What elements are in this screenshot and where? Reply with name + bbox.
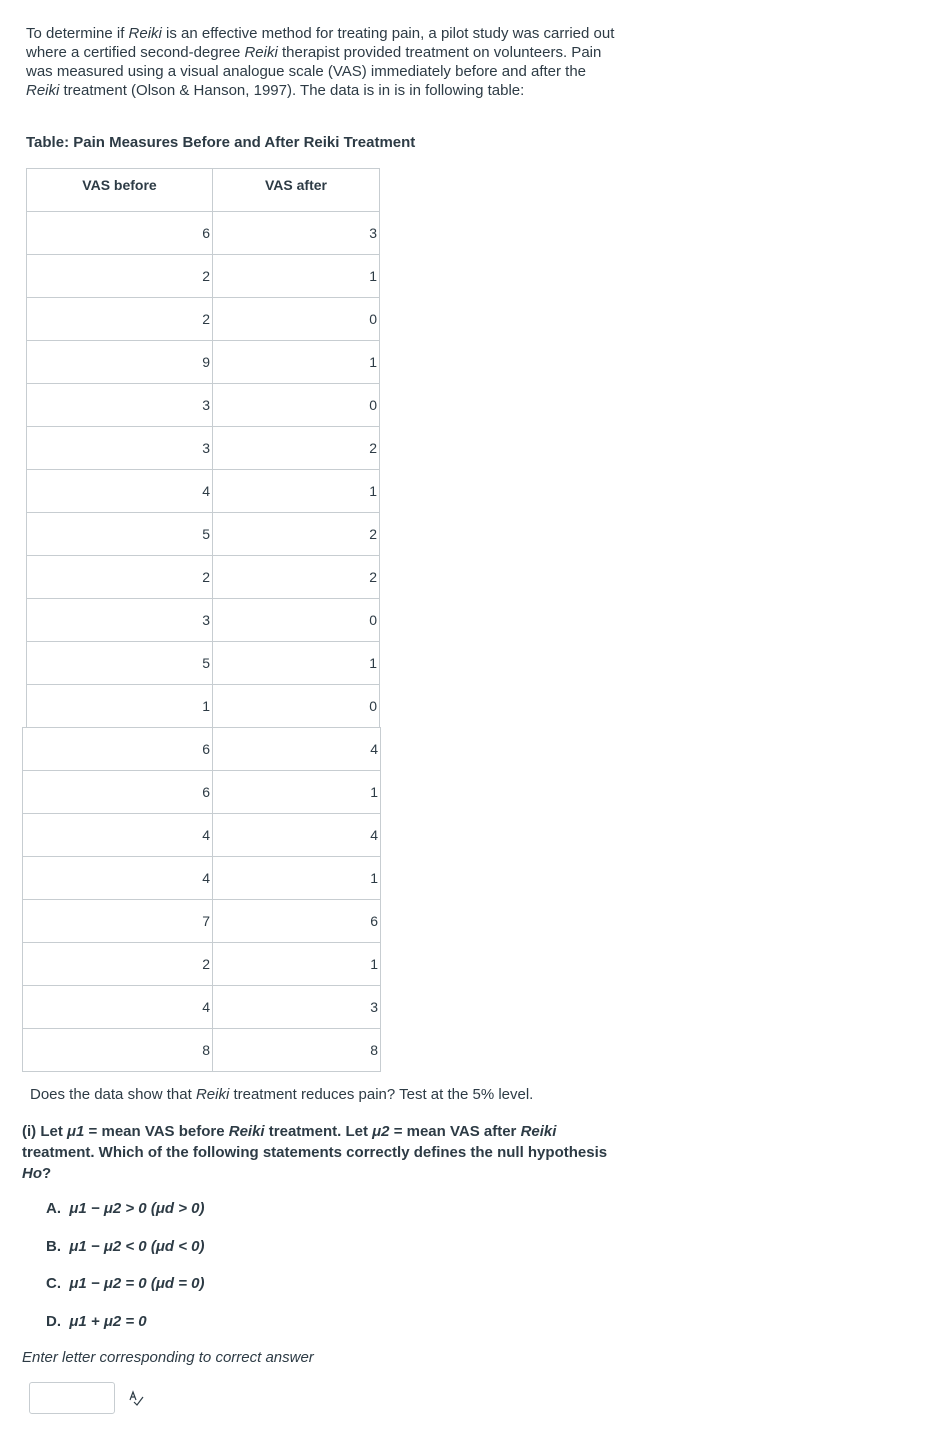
answer-options: [46, 1198, 204, 1348]
vas-before-cell: 3: [27, 384, 213, 427]
vas-before-cell: 7: [23, 900, 213, 943]
vas-before-cell: 2: [27, 556, 213, 599]
vas-after-cell: 3: [213, 986, 381, 1029]
vas-after-cell: 1: [213, 943, 381, 986]
answer-instruction: Enter letter corresponding to correct answer: [22, 1349, 314, 1366]
option-c: C. μ1 − μ2 = 0 (μd = 0): [46, 1275, 205, 1292]
vas-before-cell: 6: [27, 212, 213, 255]
vas-table-part-1: [26, 168, 380, 728]
vas-after-cell: 1: [213, 857, 381, 900]
spellcheck-icon[interactable]: [127, 1389, 145, 1407]
table-row: [23, 728, 381, 771]
vas-before-cell: 1: [27, 685, 213, 728]
vas-after-cell: 4: [213, 728, 381, 771]
vas-after-cell: 1: [213, 642, 380, 685]
vas-after-cell: 1: [213, 341, 380, 384]
vas-after-cell: 2: [213, 427, 380, 470]
vas-after-cell: 2: [213, 556, 380, 599]
table-row: [27, 212, 380, 255]
vas-before-cell: 4: [27, 470, 213, 513]
table-row: [27, 427, 380, 470]
vas-before-cell: 8: [23, 1029, 213, 1072]
vas-after-cell: 0: [213, 685, 380, 728]
vas-before-cell: 4: [23, 857, 213, 900]
table-row: [27, 556, 380, 599]
table-row: [27, 685, 380, 728]
question-text: Does the data show that Reiki treatment reduces pain? Test at the 5% level.: [30, 1086, 534, 1103]
vas-before-cell: 6: [23, 771, 213, 814]
vas-after-cell: 2: [213, 513, 380, 556]
vas-before-cell: 4: [23, 814, 213, 857]
table-row: [27, 599, 380, 642]
table-row: [27, 513, 380, 556]
option-b: B. μ1 − μ2 < 0 (μd < 0): [46, 1237, 205, 1255]
table-row: [23, 943, 381, 986]
answer-input[interactable]: [29, 1382, 115, 1414]
vas-after-cell: 1: [213, 470, 380, 513]
option-a: A. μ1 − μ2 > 0 (μd > 0): [46, 1200, 205, 1217]
vas-before-cell: 9: [27, 341, 213, 384]
table-row: [23, 814, 381, 857]
vas-before-cell: 3: [27, 599, 213, 642]
header-vas-after: VAS after: [213, 169, 380, 212]
vas-after-cell: 6: [213, 900, 381, 943]
vas-after-cell: 0: [213, 298, 380, 341]
vas-after-cell: 0: [213, 599, 380, 642]
vas-table-part-2: [22, 727, 381, 1072]
header-vas-before: VAS before: [27, 169, 213, 212]
table-row: [23, 771, 381, 814]
vas-after-cell: 1: [213, 255, 380, 298]
vas-after-cell: 4: [213, 814, 381, 857]
vas-before-cell: 5: [27, 513, 213, 556]
table-row: [23, 986, 381, 1029]
vas-after-cell: 1: [213, 771, 381, 814]
table-row: [23, 900, 381, 943]
vas-before-cell: 2: [27, 255, 213, 298]
vas-after-cell: 3: [213, 212, 380, 255]
table-row: [23, 1029, 381, 1072]
vas-before-cell: 5: [27, 642, 213, 685]
table-row: [27, 341, 380, 384]
vas-after-cell: 0: [213, 384, 380, 427]
table-title: Table: Pain Measures Before and After Reiki Treatment: [26, 134, 416, 151]
vas-after-cell: 8: [213, 1029, 381, 1072]
table-row: [23, 857, 381, 900]
intro-paragraph: To determine if Reiki is an effective method for treating pain, a pilot study was carried out where a certified second-degree Reiki therapist provided treatment on volunteers. Pain was measured using a visual analogue scale (VAS) immediately before and after the Reiki treatment (Olson & Hanson, 1997). The data is in is in following table:: [26, 25, 615, 99]
part-i-question: (i) Let μ1 = mean VAS before Reiki treatment. Let μ2 = mean VAS after Reiki treatment. Which of the following statements correctly defines the null hypothesis Ho?: [22, 1123, 608, 1182]
option-d: D. μ1 + μ2 = 0: [46, 1312, 147, 1330]
vas-before-cell: 6: [23, 728, 213, 771]
vas-before-cell: 4: [23, 986, 213, 1029]
vas-before-cell: 2: [23, 943, 213, 986]
table-row: [27, 384, 380, 427]
table-row: [27, 255, 380, 298]
table-row: [27, 470, 380, 513]
vas-before-cell: 3: [27, 427, 213, 470]
table-row: [27, 642, 380, 685]
vas-before-cell: 2: [27, 298, 213, 341]
table-row: [27, 298, 380, 341]
